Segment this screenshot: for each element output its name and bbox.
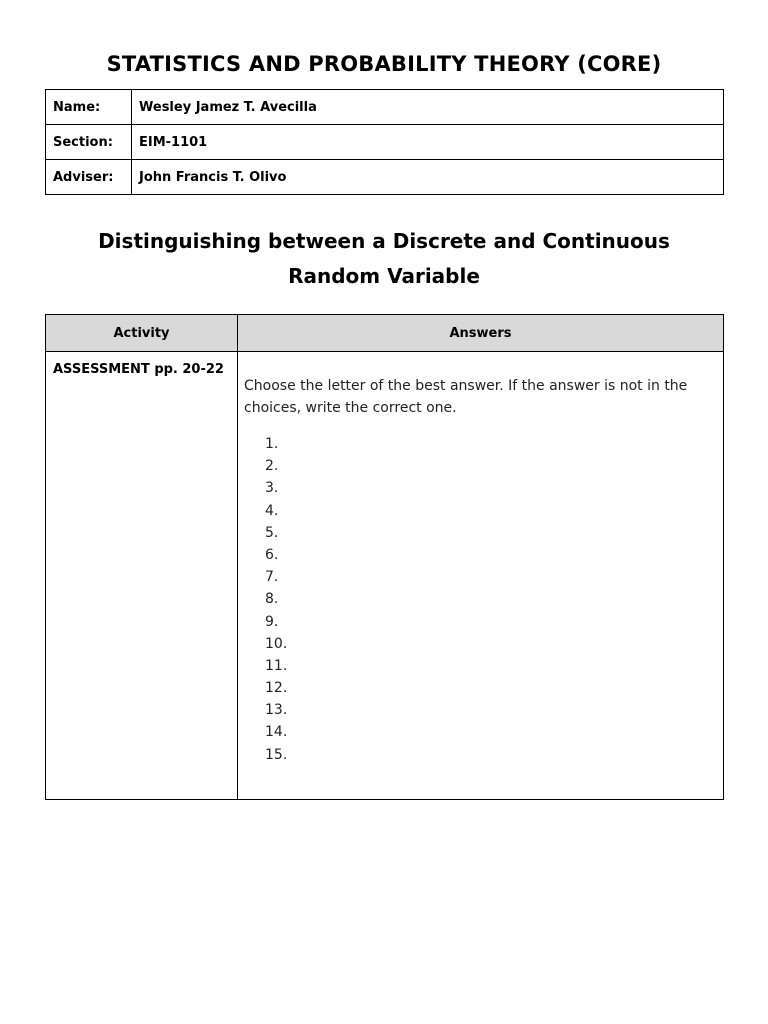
instructions-text: Choose the letter of the best answer. If the answer is not in the choices, write the correct one.: [244, 378, 688, 416]
activity-title-line-1: Distinguishing between a Discrete and Continuous: [98, 229, 670, 253]
info-row-section: [46, 125, 724, 160]
activity-name: ASSESSMENT pp. 20-22: [46, 352, 238, 800]
answer-item-13: 13.: [265, 702, 288, 719]
answer-item-6: 6.: [265, 546, 279, 563]
info-row-adviser: [46, 160, 724, 195]
activity-title-line-2: Random Variable: [288, 264, 480, 288]
answer-item-10: 10.: [265, 635, 288, 652]
answer-item-7: 7.: [265, 569, 279, 586]
adviser-label: Adviser:: [46, 160, 132, 195]
answer-item-11: 11.: [265, 657, 288, 674]
answer-item-1: 1.: [265, 436, 279, 452]
answers-column-header: Answers: [238, 315, 724, 352]
activity-column-header: Activity: [46, 315, 238, 352]
answer-item-8: 8.: [265, 591, 279, 608]
answer-item-3: 3.: [265, 480, 279, 497]
name-value: Wesley Jamez T. Avecilla: [132, 90, 724, 125]
answer-item-4: 4.: [265, 502, 279, 519]
answer-item-5: 5.: [265, 524, 279, 541]
activity-table-row: [46, 352, 724, 800]
activity-title: [0, 224, 768, 294]
answer-item-2: 2.: [265, 458, 279, 475]
student-info-table: [45, 89, 724, 195]
answers-cell: [238, 352, 724, 800]
document-title: STATISTICS AND PROBABILITY THEORY (CORE): [106, 52, 662, 76]
adviser-value: John Francis T. Olivo: [132, 160, 724, 195]
info-row-name: [46, 90, 724, 125]
answer-list: [244, 433, 717, 766]
answer-item-9: 9.: [265, 613, 279, 630]
answer-item-12: 12.: [265, 680, 288, 697]
section-value: EIM-1101: [132, 125, 724, 160]
answer-item-14: 14.: [265, 724, 288, 741]
section-label: Section:: [46, 125, 132, 160]
answer-item-15: 15.: [265, 746, 288, 763]
name-label: Name:: [46, 90, 132, 125]
activity-table-header: [46, 315, 724, 352]
activity-table: [45, 314, 724, 800]
